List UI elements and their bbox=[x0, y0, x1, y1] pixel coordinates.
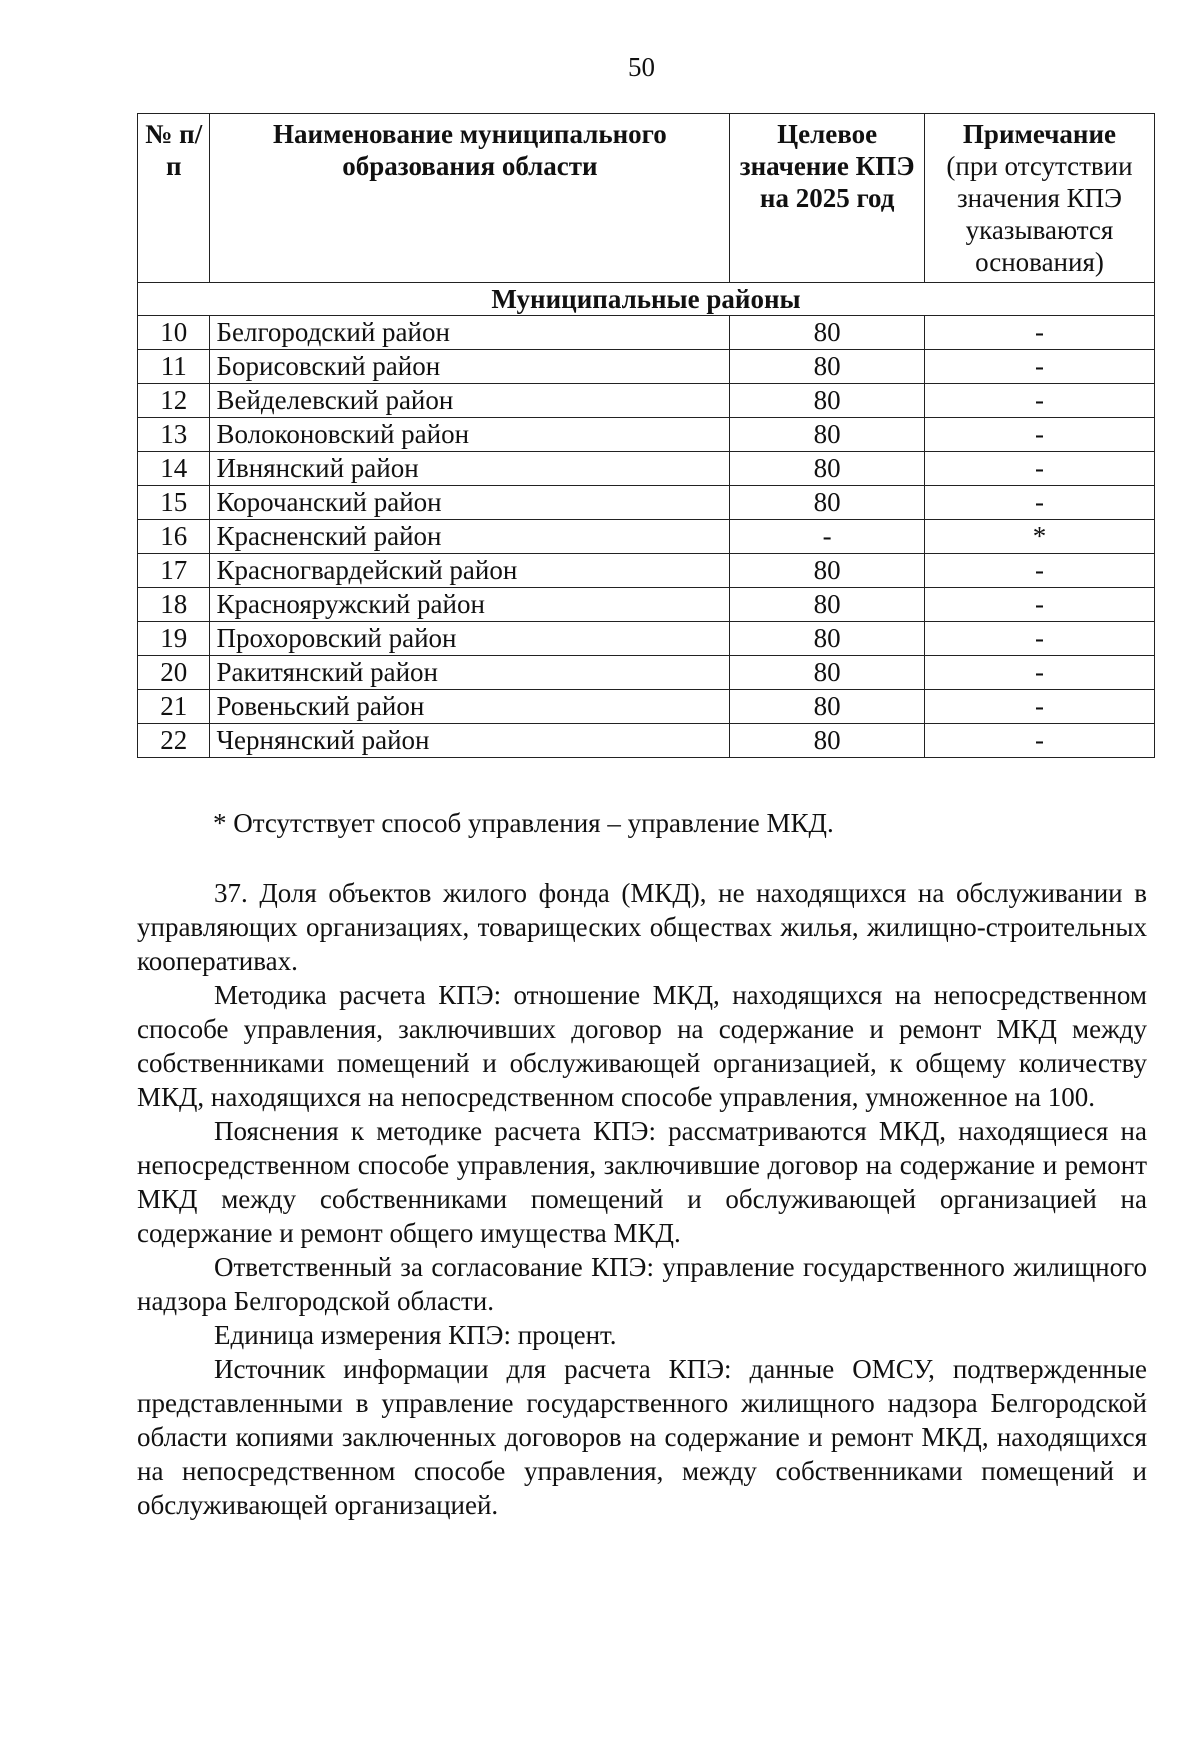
row-number: 16 bbox=[138, 520, 210, 554]
row-municipality-name: Ровеньский район bbox=[210, 690, 730, 724]
row-number: 15 bbox=[138, 486, 210, 520]
row-municipality-name: Краснояружский район bbox=[210, 588, 730, 622]
row-municipality-name: Красненский район bbox=[210, 520, 730, 554]
row-target-value: 80 bbox=[730, 622, 925, 656]
paragraph-explanation: Пояснения к методике расчета КПЭ: рассматриваются МКД, находящиеся на непосредственном способе управления, заключившие договор на содержание и ремонт МКД между собственниками помещений и обслуживающей организацией на содержание и ремонт общего имущества МКД. bbox=[137, 1116, 1147, 1248]
row-number: 22 bbox=[138, 724, 210, 758]
row-municipality-name: Ракитянский район bbox=[210, 656, 730, 690]
paragraph-unit: Единица измерения КПЭ: процент. bbox=[214, 1320, 617, 1350]
row-target-value: 80 bbox=[730, 350, 925, 384]
row-number: 10 bbox=[138, 316, 210, 350]
row-target-value: 80 bbox=[730, 588, 925, 622]
row-target-value: 80 bbox=[730, 690, 925, 724]
section-row bbox=[138, 283, 1155, 316]
row-number: 13 bbox=[138, 418, 210, 452]
row-note: - bbox=[924, 418, 1154, 452]
table-row bbox=[138, 418, 1155, 452]
row-number: 19 bbox=[138, 622, 210, 656]
table-row bbox=[138, 316, 1155, 350]
footnote: * Отсутствует способ управления – управление МКД. bbox=[213, 808, 834, 838]
row-note: - bbox=[924, 452, 1154, 486]
header-note-title: Примечание bbox=[962, 119, 1117, 149]
row-note: - bbox=[924, 316, 1154, 350]
table-row bbox=[138, 588, 1155, 622]
row-note: - bbox=[924, 486, 1154, 520]
row-note: - bbox=[924, 724, 1154, 758]
page-number: 50 bbox=[628, 52, 655, 82]
row-municipality-name: Красногвардейский район bbox=[210, 554, 730, 588]
row-note: - bbox=[924, 690, 1154, 724]
row-number: 21 bbox=[138, 690, 210, 724]
row-municipality-name: Ивнянский район bbox=[210, 452, 730, 486]
row-note: - bbox=[924, 656, 1154, 690]
header-municipality-name: Наименование муниципального образования области bbox=[210, 114, 730, 283]
table-row bbox=[138, 690, 1155, 724]
table-row bbox=[138, 350, 1155, 384]
row-note: - bbox=[924, 554, 1154, 588]
row-note: - bbox=[924, 622, 1154, 656]
row-note: * bbox=[924, 520, 1154, 554]
table-row bbox=[138, 486, 1155, 520]
row-target-value: 80 bbox=[730, 656, 925, 690]
row-number: 18 bbox=[138, 588, 210, 622]
table-row bbox=[138, 384, 1155, 418]
row-municipality-name: Белгородский район bbox=[210, 316, 730, 350]
paragraph-indicator-title: 37. Доля объектов жилого фонда (МКД), не находящихся на обслуживании в управляющих организациях, товарищеских обществах жилья, жилищно-строительных кооперативах. bbox=[137, 878, 1147, 976]
body-text bbox=[137, 876, 1147, 1522]
row-note: - bbox=[924, 384, 1154, 418]
paragraph-methodology: Методика расчета КПЭ: отношение МКД, находящихся на непосредственном способе управления, заключивших договор на содержание и ремонт МКД между собственниками помещений и обслуживающей организацией, к общему количеству МКД, находящихся на непосредственном способе управления, умноженное на 100. bbox=[137, 980, 1147, 1112]
row-target-value: 80 bbox=[730, 724, 925, 758]
row-target-value: 80 bbox=[730, 418, 925, 452]
section-title: Муниципальные районы bbox=[138, 283, 1155, 316]
kpe-table bbox=[137, 113, 1155, 758]
header-note-subtitle: (при отсутствии значения КПЭ указываются основания) bbox=[946, 151, 1133, 277]
header-number: № п/п bbox=[138, 114, 210, 283]
table-header-row bbox=[138, 114, 1155, 283]
row-target-value: 80 bbox=[730, 554, 925, 588]
row-number: 20 bbox=[138, 656, 210, 690]
row-municipality-name: Чернянский район bbox=[210, 724, 730, 758]
row-note: - bbox=[924, 350, 1154, 384]
table-row bbox=[138, 520, 1155, 554]
header-target-value: Целевое значение КПЭ на 2025 год bbox=[730, 114, 925, 283]
row-target-value: 80 bbox=[730, 486, 925, 520]
table-row bbox=[138, 452, 1155, 486]
paragraph-source: Источник информации для расчета КПЭ: данные ОМСУ, подтвержденные представленными в управление государственного жилищного надзора Белгородской области копиями заключенных договоров на содержание и ремонт МКД, находящихся на непосредственном способе управления, между собственниками помещений и обслуживающей организацией. bbox=[137, 1354, 1147, 1520]
paragraph-responsible: Ответственный за согласование КПЭ: управление государственного жилищного надзора Белгородской области. bbox=[137, 1252, 1147, 1316]
row-municipality-name: Борисовский район bbox=[210, 350, 730, 384]
table-row bbox=[138, 554, 1155, 588]
row-target-value: 80 bbox=[730, 316, 925, 350]
row-municipality-name: Корочанский район bbox=[210, 486, 730, 520]
row-number: 17 bbox=[138, 554, 210, 588]
row-target-value: 80 bbox=[730, 384, 925, 418]
row-target-value: - bbox=[730, 520, 925, 554]
row-note: - bbox=[924, 588, 1154, 622]
row-municipality-name: Вейделевский район bbox=[210, 384, 730, 418]
table-row bbox=[138, 656, 1155, 690]
row-target-value: 80 bbox=[730, 452, 925, 486]
header-note bbox=[924, 114, 1154, 283]
row-number: 11 bbox=[138, 350, 210, 384]
table-row bbox=[138, 724, 1155, 758]
row-municipality-name: Волоконовский район bbox=[210, 418, 730, 452]
row-number: 12 bbox=[138, 384, 210, 418]
row-number: 14 bbox=[138, 452, 210, 486]
table-row bbox=[138, 622, 1155, 656]
row-municipality-name: Прохоровский район bbox=[210, 622, 730, 656]
